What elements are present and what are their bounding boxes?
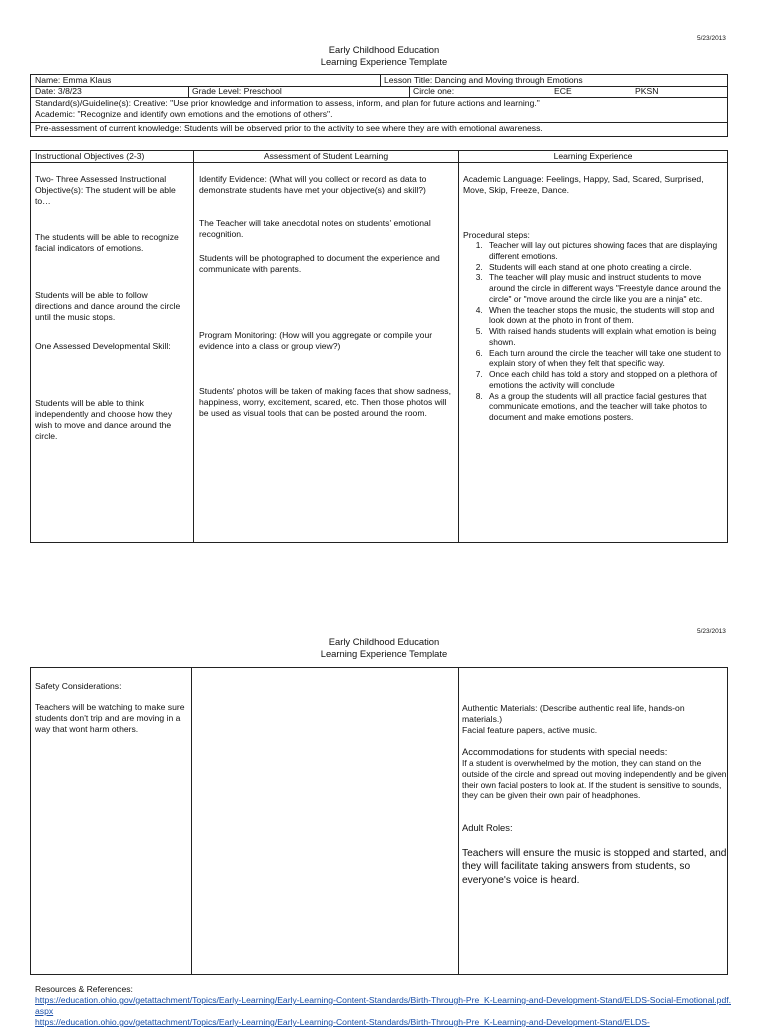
header-subtitle-2: Learning Experience Template	[320, 647, 448, 659]
accommodations-text: If a student is overwhelmed by the motion, they can stand on the outside of the circle and spread out moving independently and be given their own facial posters to look at. If the student is sensitive to sounds, they can be given their own pair of headphones.	[462, 758, 727, 801]
objectives-table	[30, 150, 728, 543]
circle-one-label: Circle one:	[413, 86, 455, 96]
resources-heading: Resources & References:	[35, 984, 133, 994]
materials-text: Facial feature papers, active music.	[462, 725, 598, 735]
objectives-intro: Two- Three Assessed Instructional Objective(s): The student will be able to…	[35, 174, 176, 206]
lesson-date: Date: 3/8/23	[35, 86, 82, 96]
adult-roles-heading: Adult Roles:	[462, 822, 513, 833]
photo-documentation: Students will be photographed to document the experience and communicate with parents.	[199, 253, 440, 274]
academic-standard: Academic: "Recognize and identify own emotions and the emotions of others".	[35, 109, 333, 119]
col-header-objectives: Instructional Objectives (2-3)	[35, 151, 145, 161]
circle-option-ece[interactable]: ECE	[554, 86, 572, 96]
step-1: 1. Teacher will lay out pictures showing faces that are displaying different emotions.	[485, 240, 725, 262]
col-header-experience: Learning Experience	[553, 151, 633, 161]
step-2: 2. Students will each stand at one photo creating a circle.	[485, 262, 725, 273]
circle-option-pksn[interactable]: PKSN	[635, 86, 659, 96]
accommodations-heading: Accommodations for students with special needs:	[462, 746, 668, 757]
standards-text: Standard(s)/Guideline(s): Creative: "Use prior knowledge and information to assess, inform, and plan for future actions and learning."	[35, 98, 540, 108]
step-6: 6. Each turn around the circle the teacher will take one student to explain story of when they felt that specific way.	[485, 348, 725, 370]
step-8: 8. As a group the students will all practice facial gestures that communicate emotions, and the teacher will take photos to document and make emotions posters.	[485, 391, 725, 423]
program-monitoring: Program Monitoring: (How will you aggregate or compile your evidence into a class or group view?)	[199, 330, 433, 351]
materials-heading: Authentic Materials: (Describe authentic real life, hands-on materials.)	[462, 703, 685, 724]
step-7: 7. Once each child has told a story and stopped on a plethora of emotions the activity will conclude	[485, 369, 725, 391]
page-date: 5/23/2013	[697, 35, 726, 42]
step-3: 3. The teacher will play music and instruct students to move around the circle in different ways "Freestyle dance around the circle" or "move around the circle like you are a ninja" etc.	[485, 272, 725, 304]
col-header-assessment: Assessment of Student Learning	[263, 151, 389, 161]
objective-2: Students will be able to follow directions and dance around the circle until the music stops.	[35, 290, 181, 322]
academic-language: Academic Language: Feelings, Happy, Sad, Scared, Surprised, Move, Skip, Freeze, Dance.	[463, 174, 704, 195]
resource-link-1[interactable]: https://education.ohio.gov/getattachment/Topics/Early-Learning/Early-Learning-Content-Standards/Birth-Through-Pre_K-Learning-and-Development-Stand/ELDS-Social-Emotional.pdf.aspx	[35, 995, 731, 1016]
safety-heading: Safety Considerations:	[35, 681, 122, 691]
safety-text: Teachers will be watching to make sure students don't trip and are moving in a way that wont harm others.	[35, 702, 185, 734]
anecdotal-notes: The Teacher will take anecdotal notes on students' emotional recognition.	[199, 218, 431, 239]
procedural-steps-list	[463, 240, 725, 423]
page-header-2	[0, 636, 768, 660]
student-name: Name: Emma Klaus	[35, 75, 112, 85]
page-date-2: 5/23/2013	[697, 628, 726, 635]
procedural-steps-label: Procedural steps:	[463, 230, 530, 240]
header-title-2: Early Childhood Education	[328, 636, 440, 647]
photo-posters: Students' photos will be taken of making faces that show sadness, happiness, worry, excitement, scared, etc. Then those photos will be used as visual tools that can be posted around the room.	[199, 386, 451, 418]
objective-3: Students will be able to think independently and choose how they wish to move and dance around the circle.	[35, 398, 173, 441]
resources-section	[35, 984, 733, 1028]
identify-evidence: Identify Evidence: (What will you collect or record as data to demonstrate students have met your objective(s) and skill?)	[199, 174, 427, 195]
developmental-skill-label: One Assessed Developmental Skill:	[35, 341, 171, 351]
header-subtitle: Learning Experience Template	[320, 55, 448, 67]
grade-level: Grade Level: Preschool	[192, 86, 282, 96]
resource-link-2[interactable]: https://education.ohio.gov/getattachment/Topics/Early-Learning/Early-Learning-Content-Standards/Birth-Through-Pre_K-Learning-and-Development-Stand/ELDS-	[35, 1017, 650, 1027]
adult-roles-text: Teachers will ensure the music is stopped and started, and they will facilitate taking answers from students, so everyone's voice is heard.	[462, 848, 727, 886]
info-table	[30, 74, 728, 137]
lesson-title: Lesson Title: Dancing and Moving through Emotions	[384, 75, 583, 85]
safety-materials-table	[30, 667, 728, 975]
header-title: Early Childhood Education	[328, 44, 440, 55]
pre-assessment: Pre-assessment of current knowledge: Students will be observed prior to the activity to see where they are with emotional awareness.	[35, 123, 543, 133]
step-4: 4. When the teacher stops the music, the students will stop and look down at the photo in front of them.	[485, 305, 725, 327]
objective-1: The students will be able to recognize facial indicators of emotions.	[35, 232, 179, 253]
page-header	[0, 44, 768, 68]
step-5: 5. With raised hands students will explain what emotion is being shown.	[485, 326, 725, 348]
